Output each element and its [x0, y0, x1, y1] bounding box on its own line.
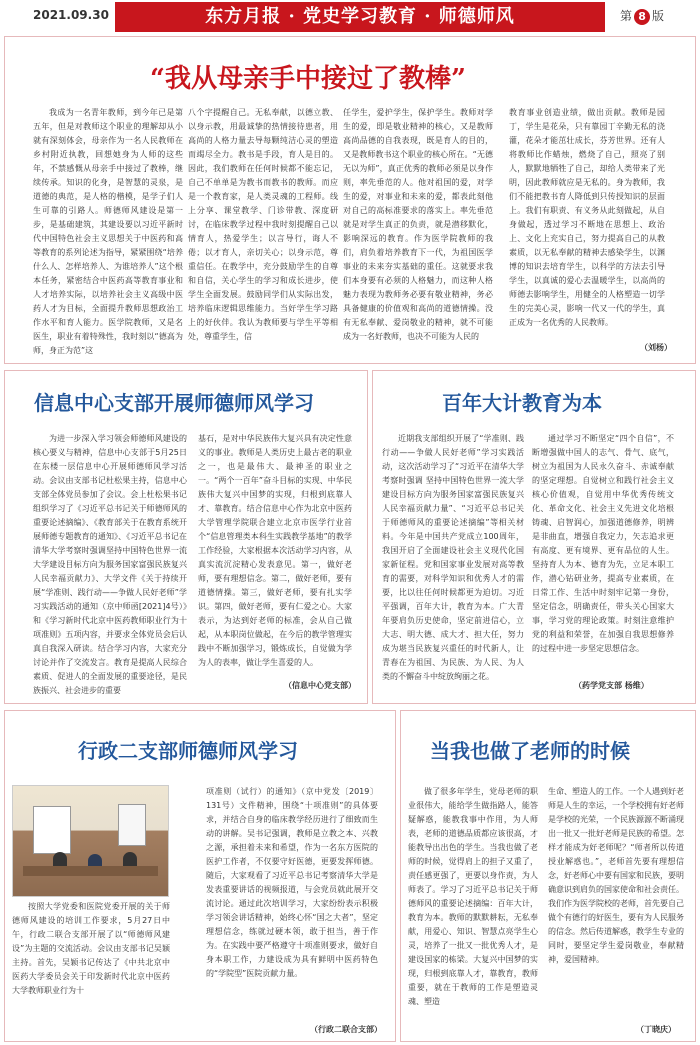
article-1-signature: （刘杨）: [640, 343, 672, 352]
article-2-title: 信息中心支部开展师德师风学习: [34, 391, 314, 415]
article-2-text-2: 基石，是对中华民族伟大复兴具有决定性意义的事业。教师是人类历史上最古老的职业之一，也是最伟大、最神圣的职业之一。“两个一百年”奋斗目标的实现、中华民族伟大复兴中国梦的实现，归根到底靠人才、靠教育。结合信息中心作为北京中医药大学管理学院联合建立北京市医学行业首个“信息管理类本科生实践教学基地”的教学工作经验，大家根据本次活动学习内容，从真实流沉淀精心发表意见。第一，做好老师，要有理想信念。第二，做好老师，要有道德情操。第三，做好老师，要有扎实学识。第四，做好老师，要有仁爱之心。大家表示，为达到好老师的标准，会从自己做起，从本职岗位做起，在今后的教学管理实践中不断加强学习，锻炼成长，自觉做为学为人的表率，做让学生喜爱的人。: [198, 434, 352, 667]
article-3-col-1: [382, 432, 524, 684]
article-3-title: 百年大计教育为本: [442, 391, 602, 415]
article-2-text-1: 为进一步深入学习领会师德师风建设的核心要义与精神，信息中心支部于5月25日在东楼一层信息中心开展师德师风学习活动。会议由支部书记杜松果主持，信息中心支部全体党员参加了会议。会上杜松果书记组织学习了《习近平总书记关于师德师风的重要论述摘编》、《教育部关于在教育系统开展师德专题教育的通知》、《习近平总书记在清华大学考察时强调坚持中国特色世界一流大学建设目标方向为服务国家富强民族复兴人民幸福贡献力》、大学文件《关于持续开展“学准则、践行动——争做人民好老师”学习实践活动的通知（京中师函[2021]4号）》和《学习新时代北京中医药教师职业行为十项准则》五项内容，并要求全体党员会后认真自我深入研读。结合学习内容，大家充分讨论并作了交流发言。教育是提高人民综合素质、促进人的全面发展的重要途径，是民族振兴、社会进步的重要: [33, 434, 187, 695]
article-1-text-3: 任学生，爱护学生，保护学生。教师对学生的爱，即是敬业精神的核心，又是教师高尚品德的自我表现，既是育人的目的，又是教师教书这个职业的核心所在。“无德无以为师”，真正优秀的教师必须是以身作则，率先垂范的人。他对祖国的爱，对学生的爱，对事业和未来的爱，都表此刻他对自己的高标准要求的落实上。率先垂范就是对学生真正的负责，就是潜移默化，影响深远的教育。作为医学院教师的我们，肩负着培养教育下一代，为祖国医学事业的未来夯实基础的重任。这就要求我们本身要有必须的人格魅力，而这种人格魅力表现为教师务必要有敬业精神，务必具备健康的价值观和高尚的道德情操。没有无私奉献、爱岗敬业的精神，就不可能成为一名好教师，也决不可能为人民的: [343, 108, 493, 341]
article-1-col-4: [509, 106, 665, 342]
page-suffix: 版: [652, 9, 665, 23]
article-5-col-1: [408, 785, 538, 1020]
article-5-col-2: [548, 785, 684, 1010]
page-prefix: 第: [620, 9, 633, 23]
article-5-title: 当我也做了老师的时候: [430, 739, 630, 763]
article-5-signature: （丁晓庆）: [636, 1025, 676, 1034]
issue-date: 2021.09.30: [33, 8, 109, 22]
meeting-photo: [12, 785, 169, 897]
article-1-col-1: [33, 106, 183, 355]
article-4-title: 行政二支部师德师风学习: [78, 739, 298, 763]
article-1-text-2: 八个字提醒自己。无私奉献，以德立教、以身示教，用最诚挚的热情接待患者，用高尚的人格力量去导每颗纯洁心灵的塑造而竭尽全力。教书是手段，育人是目的。因此，我们教师在任何时候都不能忘记，自己不单单是为教书而教书的教师。而应是一个教育家，是人类灵魂的工程师。线上分享、课堂教学、门诊带教、深度研讨，在临床教学过程中我时刻提醒自己以情育人，热爱学生；以言导行，诲人不倦；以才育人，亲切关心；以身示范，尊重信任。在教学中，充分鼓励学生的自尊和自信，关心学生的学习和成长进步，使学生全面发展。鼓励同学们从实际出发，培养临床逻辑思维能力。当好学生学习路上的好伙伴。我认为教师要与学生平等相处，尊重学生，信: [188, 108, 338, 341]
article-5-text-1: 做了很多年学生，党母老师的职业很伟大，能给学生做指路人，能答疑解惑，能教我事中作用，为人师表，老师的道德品质都应该很高，才能教导出出色的学生。当我也做了老师的时候，觉得肩上的担子又重了，责任感更强了，更要以身作责，为人师表了。学习了习近平总书记关于师德师风的重要论述摘编：百年大计，教育为本。教师的默默耕耘，无私奉献，用爱心、知识、智慧点亮学生心灵，培养了一批又一批优秀人才，是建设国家的栋梁。大复兴中国梦的实现，归根到底靠人才，靠教育，教师重要，就在于教师的工作是塑造灵魂、塑造: [408, 787, 538, 1006]
article-3-signature: （药学党支部 杨维）: [574, 681, 649, 690]
article-4-col-1: [206, 785, 378, 1010]
article-1-title: “我从母亲手中接过了教棒”: [150, 64, 466, 94]
article-2-col-2: [198, 432, 352, 672]
article-1-col-3: [343, 106, 493, 342]
page-header: [0, 0, 700, 36]
article-4-text-1: 项准则（试行）的通知》（京中党发〔2019〕131号）文件精神，围绕“十项准则”的具体要求，并结合自身的临床教学经历进行了细致而生动的讲解。吴书记强调，教师是立教之本、兴教之源，承担着未来和希望，作为一名东方医院的医护工作者，不仅要守好医德，更要发挥师德。随后，大家观看了习近平总书记考察清华大学是发表重要讲话的视频报道，与会党员就此展开交流讨论。通过此次培训学习，大家纷纷表示积极学习领会讲话精神，始终心怀“国之大者”，坚定理想信念，练就过硬本领，敢于担当，善于作为。在实践中要严格遵守十项准则要求，做好自身本职工作，力建设成为具有鲜明中医药特色的“学院型”医院贡献力量。: [206, 787, 378, 978]
article-3-text-2: 通过学习不断坚定“四个自信”，不断增强做中国人的志气、骨气、底气，树立为祖国为人民永久奋斗、赤诚奉献的坚定理想。自觉树立和践行社会主义核心价值观，自觉用中华优秀传统文化、革命文化、社会主义先进文化培根铸魂、启智润心，加强道德修养，明辨是非曲直，增强自我定力，矢志追求更有高度、更有境界、更有品位的人生。坚持育人为本、德育为先，立足本职工作，潜心钻研业务，提高专业素质，在日常工作、生活中时刻牢记第一身份，坚定信念，明确责任，带头关心国家大事，学习党的理论政策。时刻注意维护党的利益和荣誉，在加强自我思想修养的过程中进一步坚定思想信念。: [532, 434, 674, 653]
photo-screen-2: [118, 804, 146, 846]
page-indicator: [620, 7, 664, 25]
article-4-signature: （行政二联合支部）: [310, 1025, 382, 1034]
photo-table: [23, 866, 158, 876]
article-5-text-2: 生命、塑造人的工作。一个人遇到好老师是人生的幸运，一个学校拥有好老师是学校的光荣，一个民族源源不断涌现出一批又一批好老师是民族的希望。怎样才能成为好老师呢？“师者所以传道授业解惑也。”，老师首先要有理想信念，好老师心中要有国家和民族，要明确意识到肩负的国家使命和社会责任。我们作为医学院校的老师，首先要自己做个有德行的好医生，要有为人民服务的信念。然后传道解惑，教学生专业的同时，要坚定学生爱岗敬业，奉献精神，爱国精神。: [548, 787, 684, 964]
article-3-text-1: 近期我支部组织开展了“学准则、践行动——争做人民好老师”学习实践活动，这次活动学习了“习近平在清华大学考察时强调 坚持中国特色世界一流大学建设目标方向为服务国家富强民族复兴人民幸福贡献力量”、“习近平总书记关于师德师风的重要论述摘编”等相关材料。今年是中国共产党成立100周年，我国开启了全面建设社会主义现代化国家新征程。党和国家事业发展对高等教育的需要，对科学知识和优秀人才的需要，比以往任何时候都更为迫切。习近平强调，百年大计，教育为本。广大青年要肩负历史使命，坚定前进信心，立大志、明大德、成大才、担大任，努力成为堪当民族复兴重任的时代新人，让青春在为祖国、为民族、为人民、为人类的不懈奋斗中绽放绚丽之花。: [382, 434, 524, 681]
article-1-col-2: [188, 106, 338, 342]
article-4-col-2: [12, 900, 170, 1010]
masthead-title: 东方月报 · 党史学习教育 · 师德师风: [115, 2, 605, 32]
article-3-col-2: [532, 432, 674, 672]
photo-screen: [33, 806, 71, 854]
article-1-text-4: 教育事业创造业绩，做出贡献。教师是园丁，学生是花朵，只有靠园丁辛勤无私的浇灌，花朵才能茁壮成长，芬芳世界。还有人将教师比作蜡烛，燃烧了自己，照亮了别人，默默地牺牲了自己，却给人类带来了光明，因此教师就应是无私的。身为教师，我们不能把教书育人降低到只传授知识的层面上。我们有职责、有义务从此刻做起，从自身做起，透过学习不断地在思想上、政治上、文化上充实自己，努力提高自己的从教素质，以无私奉献的精神去感染学生，以渊博的知识去培育学生，以科学的方法去引导学生，以真诚的爱心去温暖学生，以高尚的师德去影响学生，用健全的人格塑造一切学生的完美心灵，影响一代又一代的学生，真正成为一名优秀的人民教师。: [509, 108, 665, 327]
article-1-text-1: 我成为一名青年教师，到今年已是第五年，但是对教师这个职业的理解却从小就有深刻体会，母亲作为一名人民教师在乡村附近执教，回想她身为人师的这些年，不禁感慨从母亲手中接过了教棒，继续传承。知识的化身，是智慧的灵泉，是道德的典范，是人格的楷模，是学子们人生可靠的引路人。师德师风建设是第一步，是基础建筑，其建设要以习近平新时代中国特色社会主义思想关于中医药和高等教育的系列论述为指导，紧紧围绕“培养什么人、怎样培养人、为谁培养人”这个根本任务，紧密结合中医药高等教育事业和人才培养实际，以培养社会主义高级中医药人才为目标，全面提升教师思想政治工作水平和育人能力。医学院教师，又是名医生，职业有着特殊性，我时刻以“德高为师，身正为范”这: [33, 108, 183, 355]
article-2-col-1: [33, 432, 187, 695]
article-4-text-2: 按照大学党委和医院党委开展的关于师德师风建设的培训工作要求，5月27日中午，行政二联合支部开展了以“师德师风建设”为主题的交流活动。会议由支部书记吴颖主持。首先，吴颖书记传达了《中共北京中医药大学委员会关于印发新时代北京中医药大学教师职业行为十: [12, 902, 170, 995]
page-number-badge: 8: [634, 9, 650, 25]
article-2-signature: （信息中心党支部）: [284, 681, 356, 690]
